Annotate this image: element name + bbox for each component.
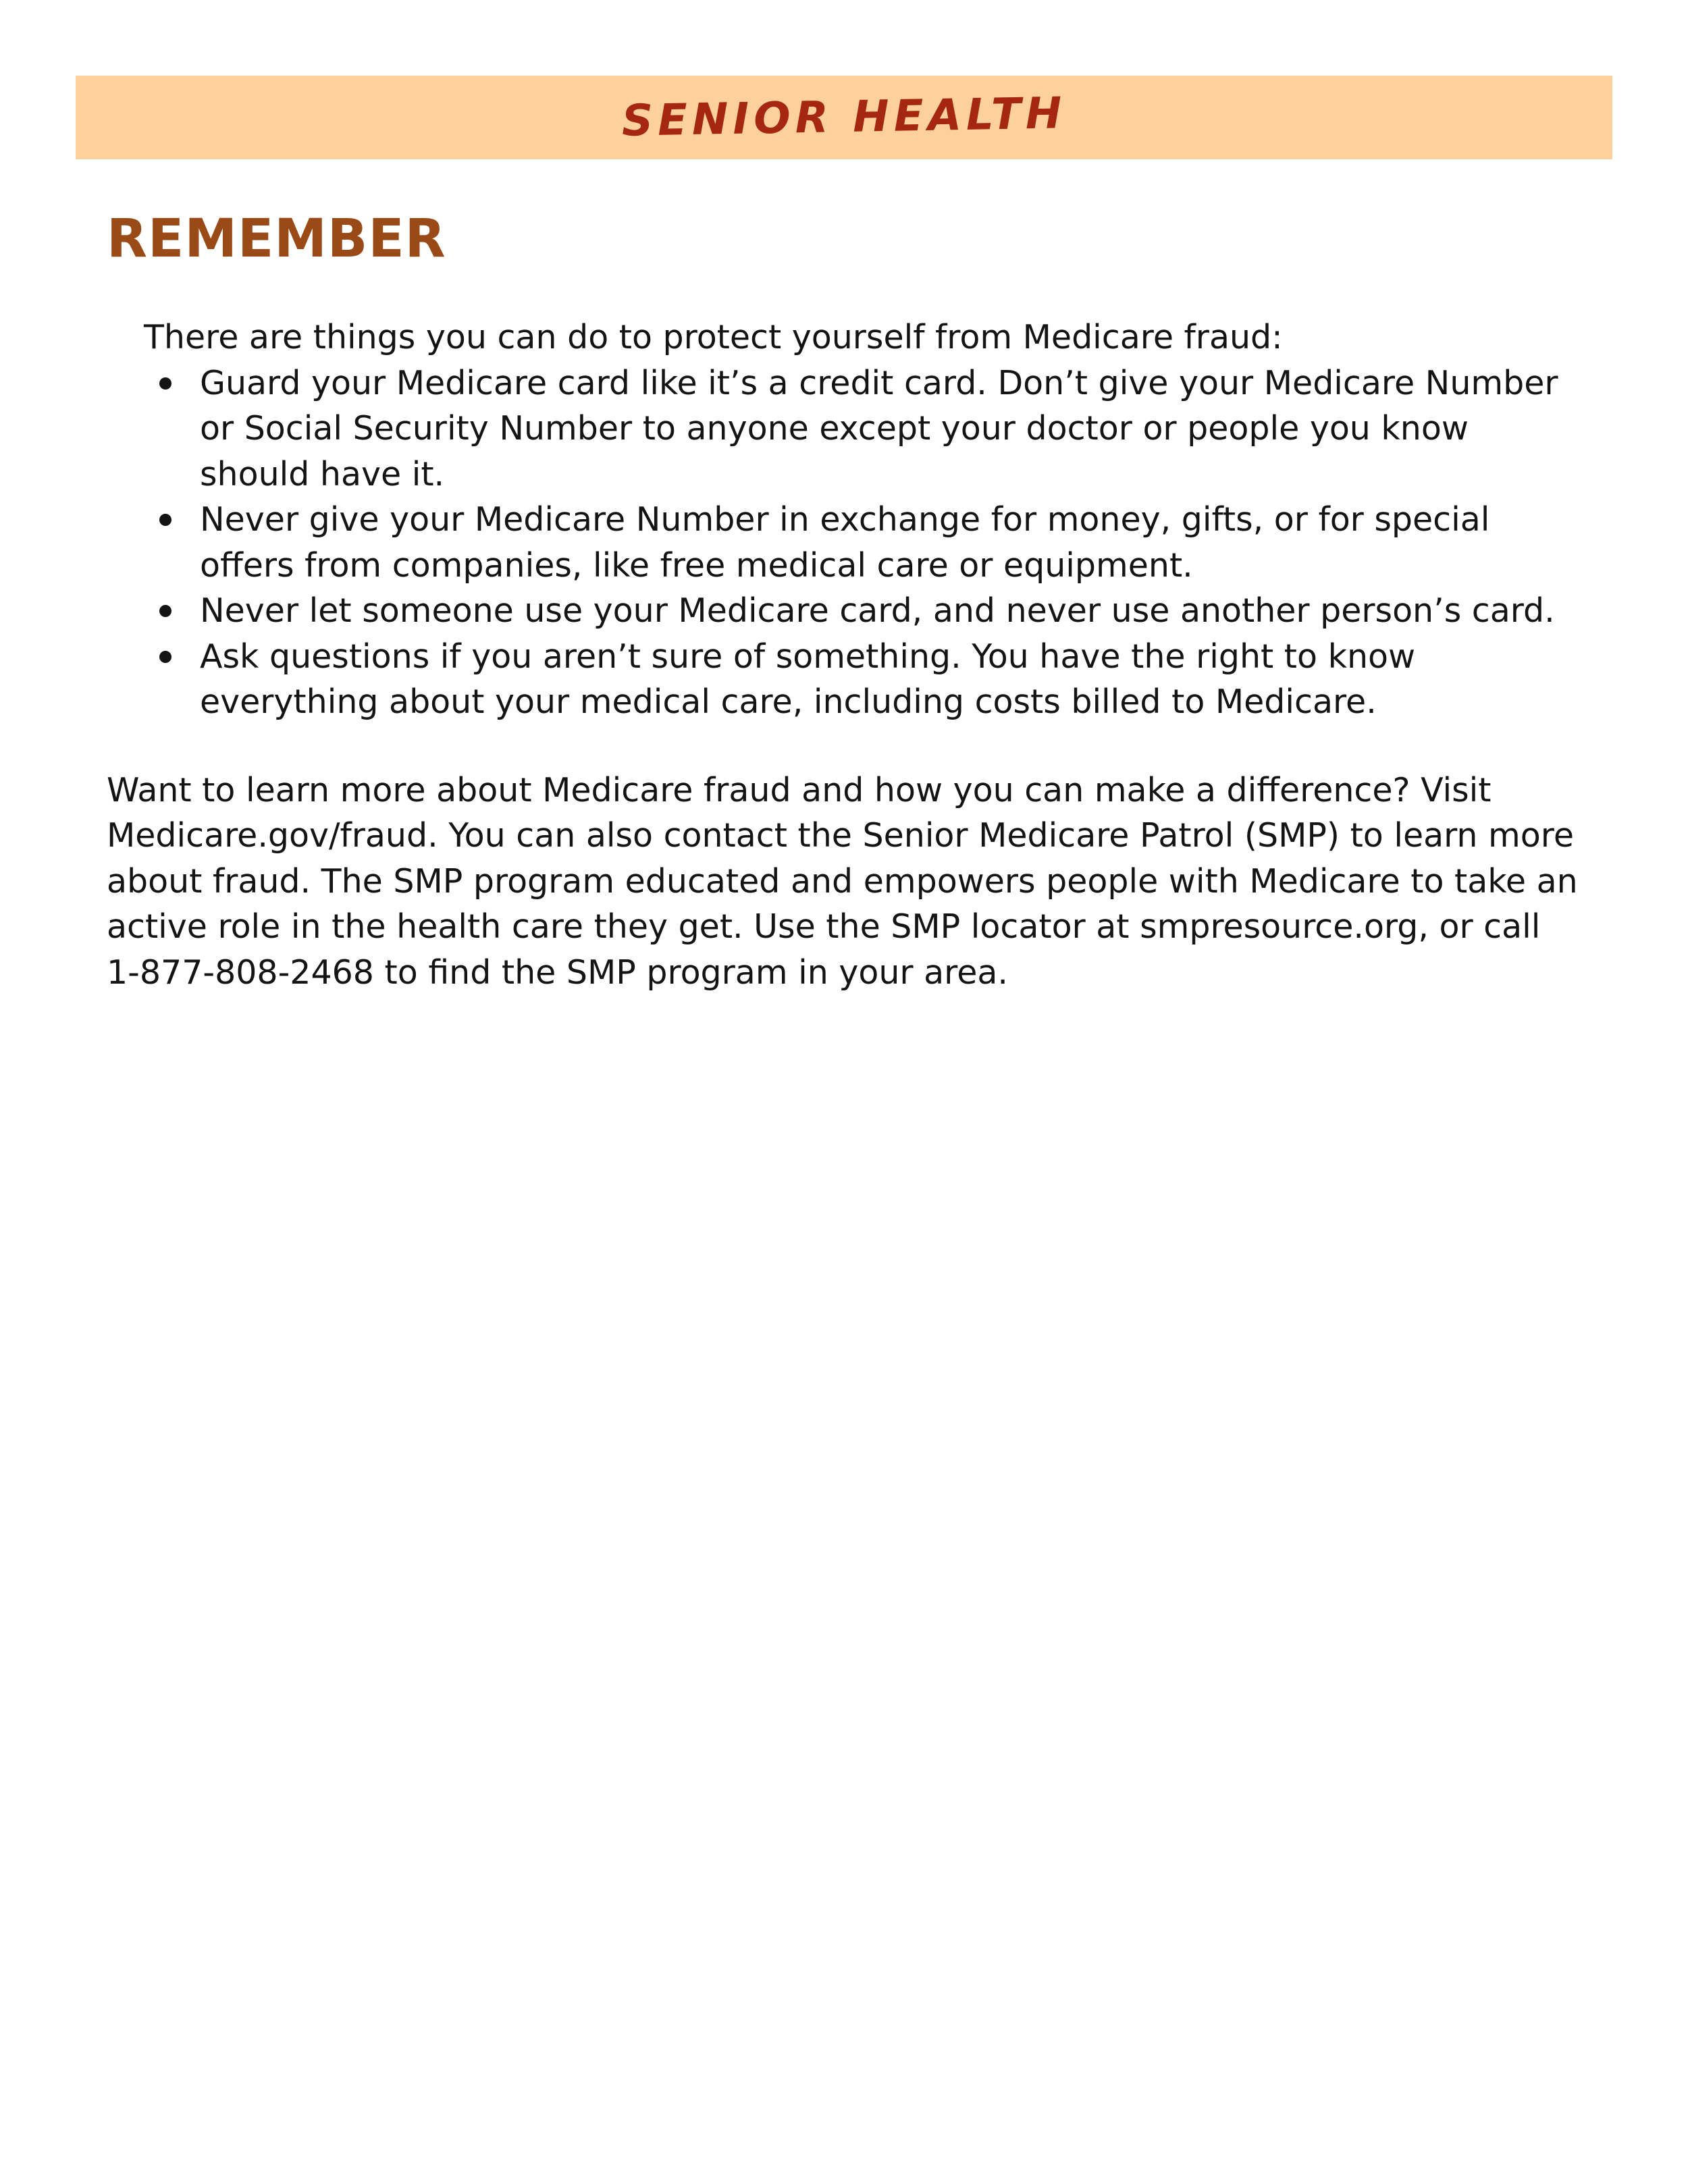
tips-list (107, 361, 1579, 725)
bullet-dot-icon (159, 377, 172, 390)
section-heading: REMEMBER (107, 209, 446, 269)
closing-paragraph: Want to learn more about Medicare fraud and how you can make a difference? Visit Medicare.gov/fraud. You can also contact the Senior Medicare Patrol (SMP) to learn more about fraud. The SMP program educated and empowers people with Medicare to take an active role in the health care they get. Use the SMP locator at smpresource.org, or call 1-877-808-2468 to find the SMP program in your area. (107, 770, 1578, 992)
tip-text: Never give your Medicare Number in exchange for money, gifts, or for special offers from companies, like free medical care or equipment. (200, 500, 1490, 585)
tip-item (200, 588, 1579, 634)
tip-text: Guard your Medicare card like it’s a credit card. Don’t give your Medicare Number or Social Security Number to anyone except your doctor or people you know should have it. (200, 363, 1558, 494)
main-content (107, 315, 1579, 995)
bullet-dot-icon (159, 514, 172, 526)
tip-text: Ask questions if you aren’t sure of something. You have the right to know everything about your medical care, including costs billed to Medicare. (200, 637, 1416, 721)
banner-title: SENIOR HEALTH (621, 88, 1067, 147)
tip-item (200, 361, 1579, 498)
tip-item (200, 497, 1579, 588)
intro-text: There are things you can do to protect yourself from Medicare fraud: (144, 318, 1283, 356)
bullet-dot-icon (159, 651, 172, 663)
tip-text: Never let someone use your Medicare card, and never use another person’s card. (200, 591, 1555, 630)
header-banner (76, 76, 1612, 159)
bullet-dot-icon (159, 605, 172, 617)
tip-item (200, 634, 1579, 725)
